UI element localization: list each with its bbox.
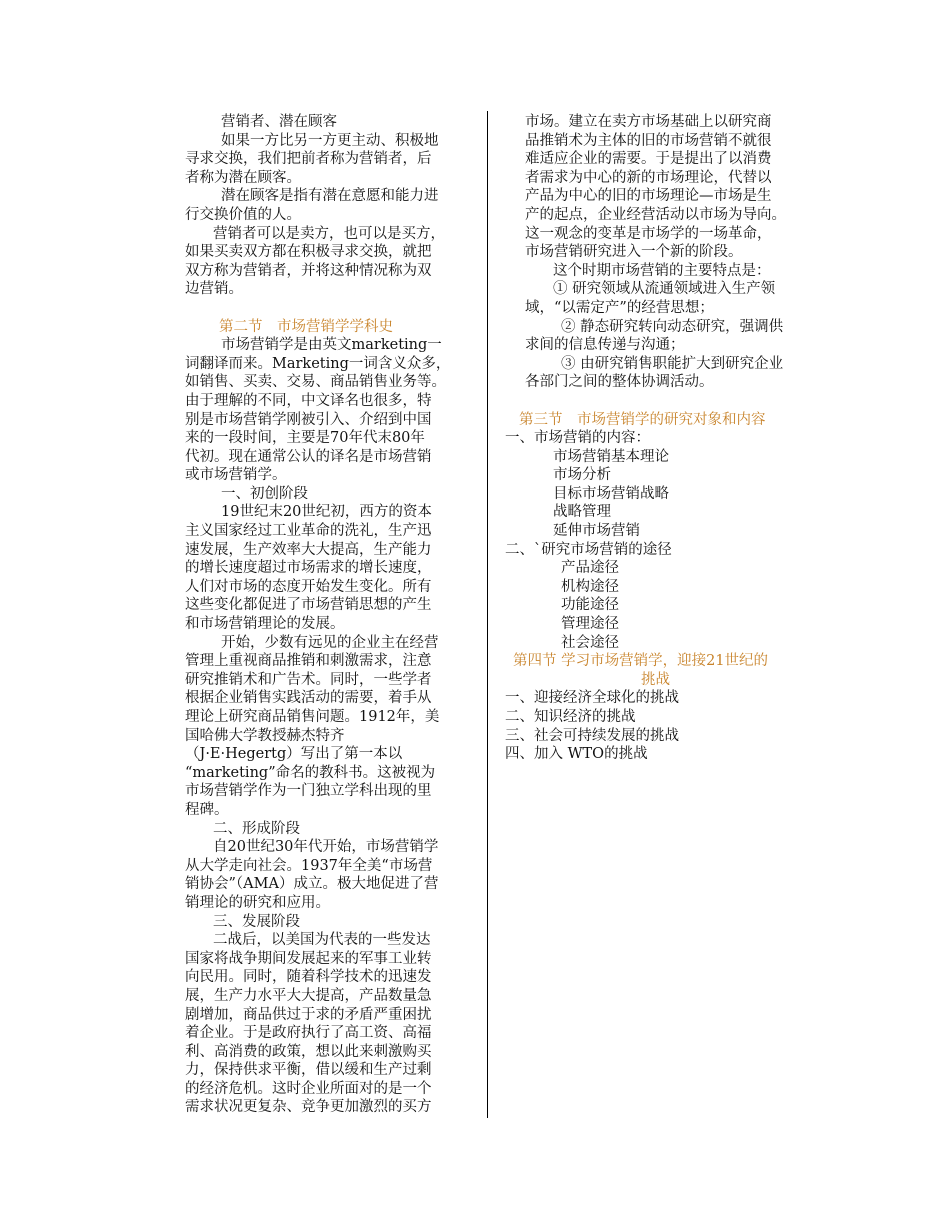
- text-line: 根据企业销售实践活动的需要，着手从: [185, 690, 432, 707]
- text-line: 来的一段时间，主要是70年代末80年: [185, 430, 425, 447]
- text-line: 目标市场营销战略: [553, 485, 669, 502]
- text-line: 品推销术为主体的旧的市场营销不就很: [525, 132, 772, 149]
- text-line: 市场分析: [553, 467, 611, 484]
- text-line: 行交换价值的人。: [185, 206, 301, 223]
- section-heading: 第四节 学习市场营销学，迎接21世纪的: [513, 653, 769, 670]
- text-line: 主义国家经过工业革命的洗礼，生产迅: [185, 523, 432, 540]
- text-line: 产品为中心的旧的市场理论—市场是生: [525, 188, 772, 205]
- text-line: 力，保持供求平衡，借以缓和生产过剩: [185, 1062, 432, 1079]
- text-line: 销理论的研究和应用。: [185, 894, 330, 911]
- text-line: （J·E·Hegertg）写出了第一本以: [185, 746, 403, 763]
- text-line: 二、形成阶段: [213, 820, 300, 837]
- text-line: 机构途径: [561, 578, 619, 595]
- text-line: 管理途径: [561, 616, 619, 633]
- text-line: 社会途径: [561, 634, 619, 651]
- blank-line: [505, 392, 820, 411]
- left-column: [185, 113, 473, 1117]
- text-line: ③ 由研究销售职能扩大到研究企业: [561, 355, 784, 372]
- text-line: 战略管理: [553, 504, 611, 521]
- text-line: 三、社会可持续发展的挑战: [505, 727, 679, 744]
- section-heading: 第三节 市场营销学的研究对象和内容: [519, 411, 766, 428]
- text-line: 这一观念的变革是市场学的一场革命，: [525, 225, 772, 242]
- text-line: 市场。建立在卖方市场基础上以研究商: [525, 114, 772, 130]
- text-line: 的增长速度超过市场需求的增长速度，: [185, 560, 432, 577]
- text-line: 别是市场营销学刚被引入、介绍到中国: [185, 411, 432, 428]
- text-line: 产品途径: [561, 560, 619, 577]
- text-line: 市场营销学是由英文marketing一: [221, 337, 442, 354]
- text-line: 三、发展阶段: [213, 913, 300, 930]
- text-line: “marketing”命名的教科书。这被视为: [185, 764, 436, 781]
- text-line: 剧增加，商品供过于求的矛盾严重困扰: [185, 1006, 432, 1023]
- text-line: 自20世纪30年代开始，市场营销学: [213, 839, 439, 856]
- text-line: 管理上重视商品推销和刺激需求，注意: [185, 653, 432, 670]
- text-line: 19世纪末20世纪初，西方的资本: [221, 504, 432, 521]
- text-line: 如果一方比另一方更主动、积极地: [221, 132, 439, 149]
- text-line: 求间的信息传递与沟通；: [525, 337, 685, 354]
- text-line: 一、市场营销的内容：: [505, 430, 650, 447]
- text-line: 潜在顾客是指有潜在意愿和能力进: [221, 188, 439, 205]
- text-line: 的经济危机。这时企业所面对的是一个: [185, 1080, 432, 1097]
- text-line: ② 静态研究转向动态研究，强调供: [561, 318, 784, 335]
- text-line: 利、高消费的政策，想以此来刺激购买: [185, 1043, 432, 1060]
- text-line: 国家将战争期间发展起来的军事工业转: [185, 950, 432, 967]
- text-line: 二战后，以美国为代表的一些发达: [213, 932, 431, 949]
- text-line: 难适应企业的需要。于是提出了以消费: [525, 151, 772, 168]
- blank-line: [185, 299, 473, 318]
- text-line: 词翻译而来。Marketing一词含义众多，: [185, 355, 451, 372]
- text-line: 各部门之间的整体协调活动。: [525, 374, 714, 391]
- text-line: 市场营销学作为一门独立学科出现的里: [185, 783, 432, 800]
- section-heading: 挑战: [641, 671, 670, 688]
- text-line: 代初。现在通常公认的译名是市场营销: [185, 448, 432, 465]
- text-line: ① 研究领域从流通领域进入生产领: [553, 281, 776, 298]
- text-line: 寻求交换，我们把前者称为营销者，后: [185, 151, 432, 168]
- text-line: 一、迎接经济全球化的挑战: [505, 690, 679, 707]
- text-line: 如销售、买卖、交易、商品销售业务等。: [185, 374, 446, 391]
- text-line: 着企业。于是政府执行了高工资、高福: [185, 1025, 432, 1042]
- text-line: 域，“以需定产”的经营思想；: [525, 299, 714, 316]
- text-line: 向民用。同时，随着科学技术的迅速发: [185, 969, 432, 986]
- text-line: 二、`研究市场营销的途径: [505, 541, 672, 558]
- text-line: 这些变化都促进了市场营销思想的产生: [185, 597, 432, 614]
- text-line: 理论上研究商品销售问题。1912年，美: [185, 709, 440, 725]
- text-line: 延伸市场营销: [553, 523, 640, 540]
- text-line: 如果买卖双方都在积极寻求交换，就把: [185, 244, 432, 261]
- text-line: 由于理解的不同，中文译名也很多，特: [185, 392, 432, 409]
- text-line: 速发展，生产效率大大提高，生产能力: [185, 541, 432, 558]
- text-line: 展，生产力水平大大提高，产品数量急: [185, 987, 432, 1004]
- text-line: 二、知识经济的挑战: [505, 709, 636, 725]
- text-line: 者称为潜在顾客。: [185, 169, 301, 186]
- text-line: 开始，少数有远见的企业主在经营: [221, 634, 439, 651]
- text-line: 人们对市场的态度开始发生变化。所有: [185, 578, 432, 595]
- text-line: 营销者、潜在顾客: [221, 114, 337, 130]
- text-line: 这个时期市场营销的主要特点是：: [553, 262, 771, 279]
- text-line: 功能途径: [561, 597, 619, 614]
- column-divider: [487, 111, 488, 1118]
- text-line: 研究推销术和广告术。同时，一些学者: [185, 671, 432, 688]
- section-heading: 第二节 市场营销学学科史: [219, 318, 393, 335]
- text-line: 需求状况更复杂、竞争更加激烈的买方: [185, 1099, 432, 1116]
- text-line: 程碑。: [185, 801, 229, 818]
- text-line: 一、初创阶段: [221, 485, 308, 502]
- text-line: 和市场营销理论的发展。: [185, 616, 345, 633]
- text-line: 销协会”（AMA）成立。极大地促进了营: [185, 876, 439, 893]
- text-line: 者需求为中心的新的市场理论，代替以: [525, 169, 772, 186]
- text-line: 市场营销研究进入一个新的阶段。: [525, 244, 743, 261]
- text-line: 四、加入 WTO的挑战: [505, 746, 648, 763]
- text-line: 或市场营销学。: [185, 467, 287, 484]
- right-column: [505, 113, 820, 764]
- text-line: 市场营销基本理论: [553, 448, 669, 465]
- text-line: 营销者可以是卖方，也可以是买方，: [213, 225, 445, 242]
- text-line: 双方称为营销者，并将这种情况称为双: [185, 262, 432, 279]
- text-line: 国哈佛大学教授赫杰特齐: [185, 727, 345, 744]
- text-line: 产的起点，企业经营活动以市场为导向。: [525, 206, 786, 223]
- text-line: 边营销。: [185, 281, 243, 298]
- text-line: 从大学走向社会。1937年全美“市场营: [185, 857, 433, 874]
